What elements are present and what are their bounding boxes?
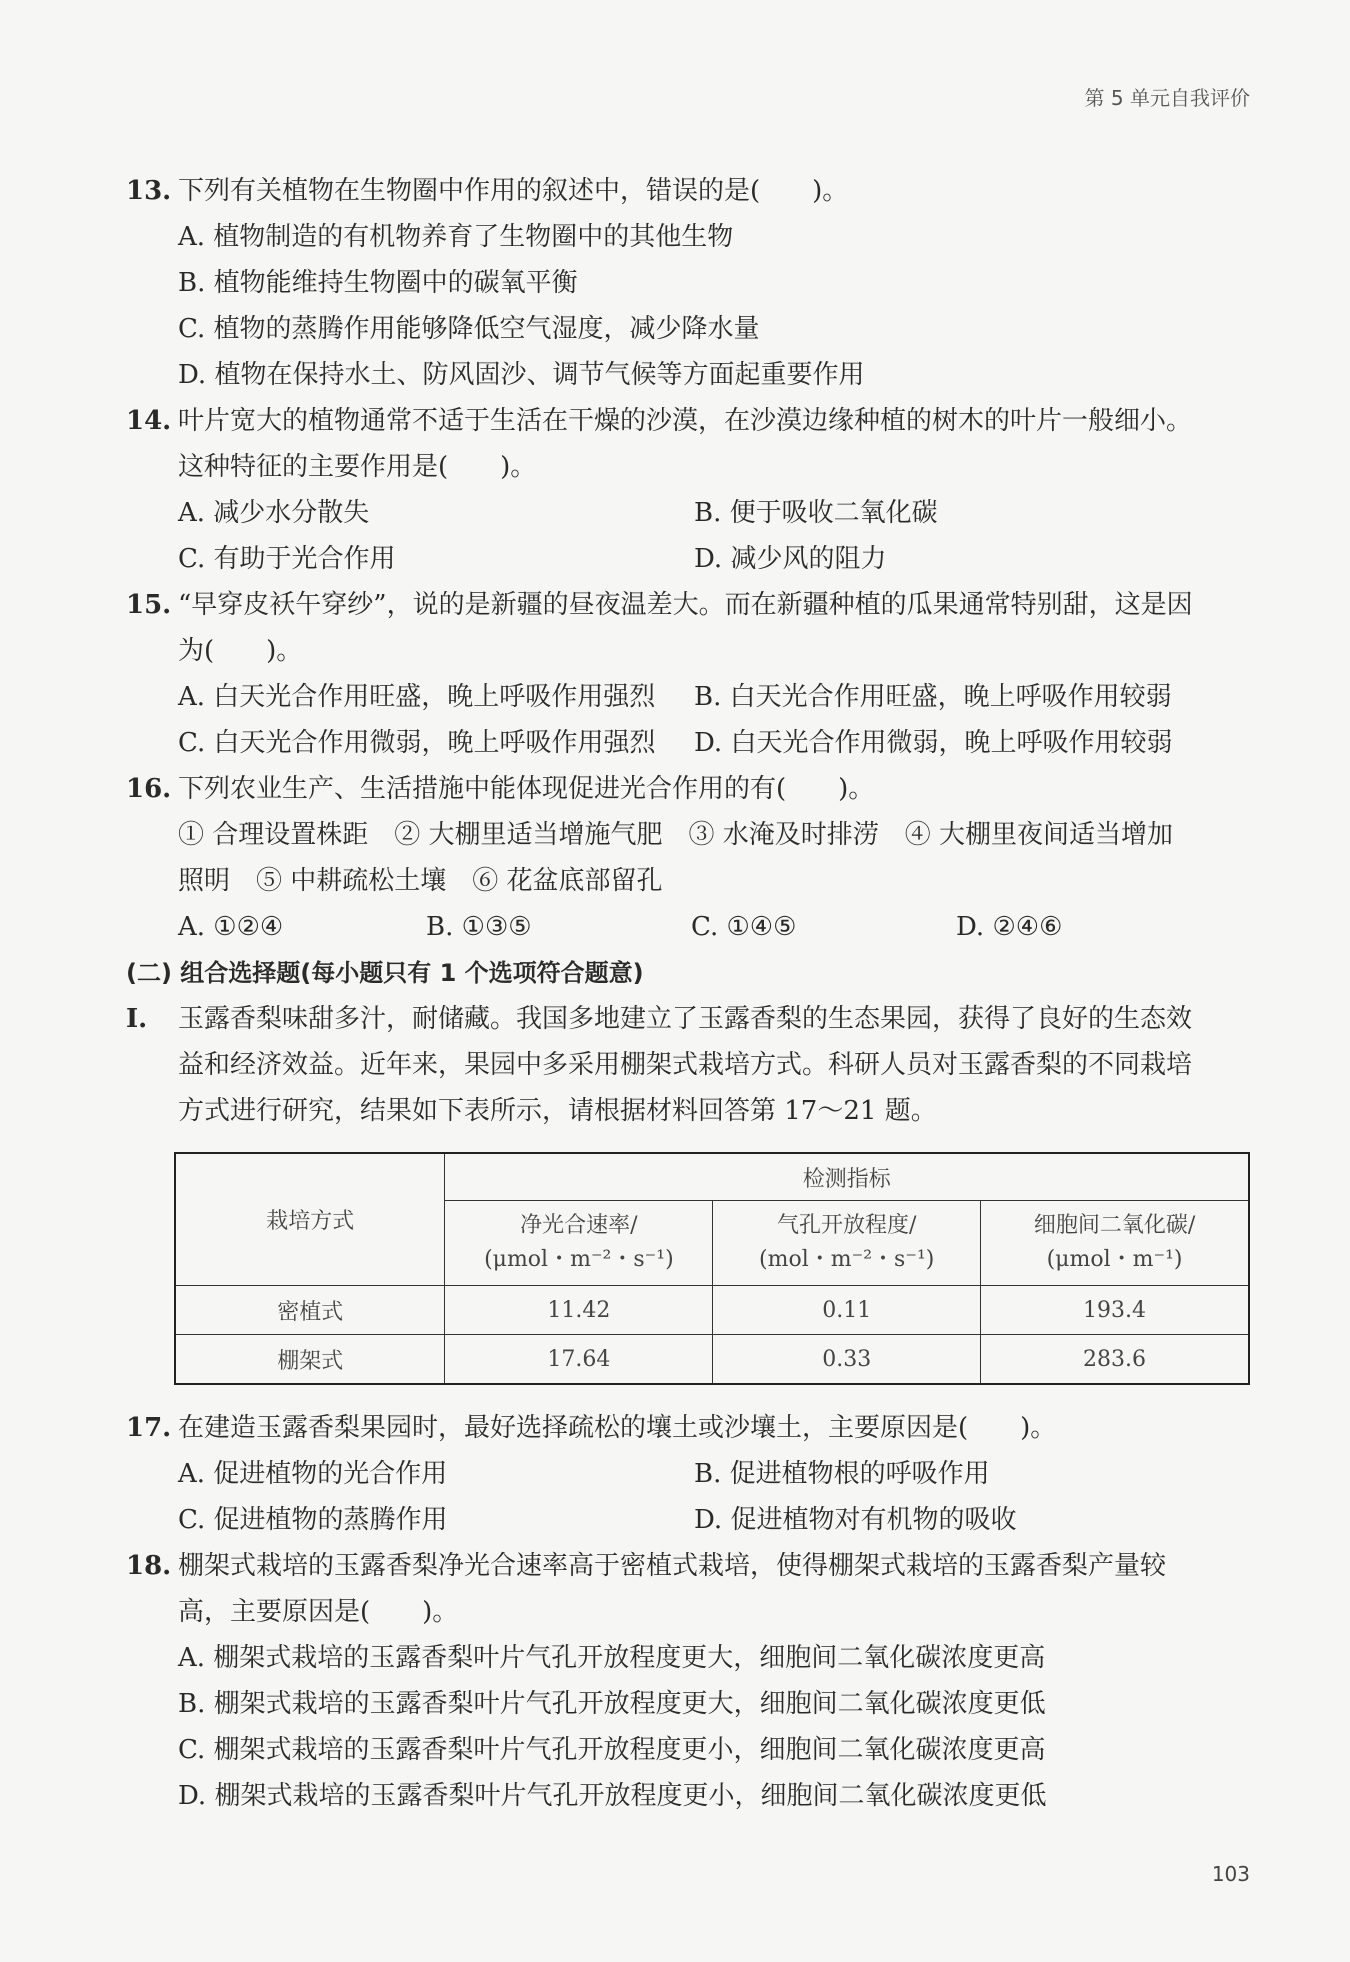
- question-text: 在建造玉露香梨果园时，最好选择疏松的壤土或沙壤土，主要原因是( )。: [178, 1413, 1057, 1443]
- question-18-stem-cont: 高，主要原因是( )。: [178, 1597, 459, 1627]
- table-cell: 283.6: [981, 1335, 1249, 1385]
- options-14-ab: [126, 490, 1254, 536]
- option-15-c: C. 白天光合作用微弱，晚上呼吸作用强烈: [178, 728, 656, 758]
- option-16-d: D. ②④⑥: [956, 912, 1063, 942]
- material-intro: [126, 996, 1254, 1042]
- table-cell: 0.33: [713, 1335, 981, 1385]
- question-16-stem: [126, 766, 1254, 812]
- options-15-cd: [126, 720, 1254, 766]
- table-cell: 密植式: [175, 1286, 445, 1335]
- question-text: 下列有关植物在生物圈中作用的叙述中，错误的是( )。: [178, 176, 849, 206]
- question-number: 18.: [126, 1551, 172, 1581]
- option-13-b: B. 植物能维持生物圈中的碳氧平衡: [178, 268, 578, 298]
- data-table: [174, 1152, 1250, 1385]
- material-text-cont: 益和经济效益。近年来，果园中多采用棚架式栽培方式。科研人员对玉露香梨的不同栽培: [178, 1050, 1193, 1080]
- option-17-d: D. 促进植物对有机物的吸收: [694, 1505, 1017, 1535]
- option-18-a: A. 棚架式栽培的玉露香梨叶片气孔开放程度更大，细胞间二氧化碳浓度更高: [178, 1643, 1046, 1673]
- question-17-stem: [126, 1405, 1254, 1451]
- question-14-stem: [126, 398, 1254, 444]
- question-number: 15.: [126, 590, 172, 620]
- option-18-b: B. 棚架式栽培的玉露香梨叶片气孔开放程度更大，细胞间二氧化碳浓度更低: [178, 1689, 1046, 1719]
- option-14-d: D. 减少风的阻力: [694, 544, 887, 574]
- col-name: 气孔开放程度/: [776, 1213, 917, 1238]
- options-15-ab: [126, 674, 1254, 720]
- material-text-cont: 方式进行研究，结果如下表所示，请根据材料回答第 17～21 题。: [178, 1096, 937, 1126]
- table-row: [175, 1286, 1249, 1335]
- option-13-a: A. 植物制造的有机物养育了生物圈中的其他生物: [178, 222, 734, 252]
- options-16: [126, 904, 1254, 950]
- question-number: 14.: [126, 406, 172, 436]
- question-18-stem: [126, 1543, 1254, 1589]
- table-cell: 0.11: [713, 1286, 981, 1335]
- table-cell: 17.64: [445, 1335, 713, 1385]
- option-18-c: C. 棚架式栽培的玉露香梨叶片气孔开放程度更小，细胞间二氧化碳浓度更高: [178, 1735, 1046, 1765]
- option-14-a: A. 减少水分散失: [178, 498, 370, 528]
- page-number: 103: [1211, 1862, 1250, 1886]
- option-15-b: B. 白天光合作用旺盛，晚上呼吸作用较弱: [694, 682, 1172, 712]
- question-15-stem: [126, 582, 1254, 628]
- option-16-a: A. ①②④: [178, 912, 284, 942]
- table-col-header: [445, 1201, 713, 1286]
- question-text: 下列农业生产、生活措施中能体现促进光合作用的有( )。: [178, 774, 875, 804]
- table-row: [175, 1335, 1249, 1385]
- table-col-header: [713, 1201, 981, 1286]
- option-13-c: C. 植物的蒸腾作用能够降低空气湿度，减少降水量: [178, 314, 760, 344]
- running-header: 第 5 单元自我评价: [1084, 86, 1250, 110]
- option-14-c: C. 有助于光合作用: [178, 544, 396, 574]
- col-unit: (mol・m⁻²・s⁻¹): [759, 1247, 935, 1272]
- col-unit: (μmol・m⁻²・s⁻¹): [484, 1247, 674, 1272]
- options-17-cd: [126, 1497, 1254, 1543]
- table-col-header: [981, 1201, 1249, 1286]
- col-name: 净光合速率/: [520, 1213, 638, 1238]
- question-text: 叶片宽大的植物通常不适于生活在干燥的沙漠，在沙漠边缘种植的树木的叶片一般细小。: [178, 406, 1193, 436]
- question-14-stem-cont: 这种特征的主要作用是( )。: [178, 452, 537, 482]
- table-corner-header: 栽培方式: [175, 1153, 445, 1286]
- section-heading: (二) 组合选择题(每小题只有 1 个选项符合题意): [126, 959, 644, 987]
- table-cell: 193.4: [981, 1286, 1249, 1335]
- table-cell: 11.42: [445, 1286, 713, 1335]
- table-cell: 棚架式: [175, 1335, 445, 1385]
- question-15-stem-cont: 为( )。: [178, 636, 303, 666]
- option-17-b: B. 促进植物根的呼吸作用: [694, 1459, 990, 1489]
- col-name: 细胞间二氧化碳/: [1033, 1213, 1196, 1238]
- option-18-d: D. 棚架式栽培的玉露香梨叶片气孔开放程度更小，细胞间二氧化碳浓度更低: [178, 1781, 1047, 1811]
- option-13-d: D. 植物在保持水土、防风固沙、调节气候等方面起重要作用: [178, 360, 865, 390]
- question-13-stem: [126, 168, 1254, 214]
- table-group-header: 检测指标: [445, 1153, 1249, 1201]
- material-number: Ⅰ.: [126, 1004, 148, 1034]
- option-15-d: D. 白天光合作用微弱，晚上呼吸作用较弱: [694, 728, 1173, 758]
- options-14-cd: [126, 536, 1254, 582]
- option-14-b: B. 便于吸收二氧化碳: [694, 498, 938, 528]
- page-content: [126, 168, 1254, 1819]
- option-16-b: B. ①③⑤: [426, 912, 532, 942]
- material-text: 玉露香梨味甜多汁，耐储藏。我国多地建立了玉露香梨的生态果园，获得了良好的生态效: [178, 1004, 1193, 1034]
- option-17-a: A. 促进植物的光合作用: [178, 1459, 448, 1489]
- question-text: 棚架式栽培的玉露香梨净光合速率高于密植式栽培，使得棚架式栽培的玉露香梨产量较: [178, 1551, 1167, 1581]
- option-17-c: C. 促进植物的蒸腾作用: [178, 1505, 448, 1535]
- question-number: 13.: [126, 176, 172, 206]
- question-number: 16.: [126, 774, 172, 804]
- question-16-items-cont: 照明 ⑤ 中耕疏松土壤 ⑥ 花盆底部留孔: [178, 866, 663, 896]
- question-16-items: ① 合理设置株距 ② 大棚里适当增施气肥 ③ 水淹及时排涝 ④ 大棚里夜间适当增加: [178, 820, 1174, 850]
- option-16-c: C. ①④⑤: [691, 912, 797, 942]
- question-text: “早穿皮袄午穿纱”，说的是新疆的昼夜温差大。而在新疆种植的瓜果通常特别甜，这是因: [178, 590, 1193, 620]
- col-unit: (μmol・m⁻¹): [1046, 1247, 1183, 1272]
- question-number: 17.: [126, 1413, 172, 1443]
- options-17-ab: [126, 1451, 1254, 1497]
- option-15-a: A. 白天光合作用旺盛，晚上呼吸作用强烈: [178, 682, 656, 712]
